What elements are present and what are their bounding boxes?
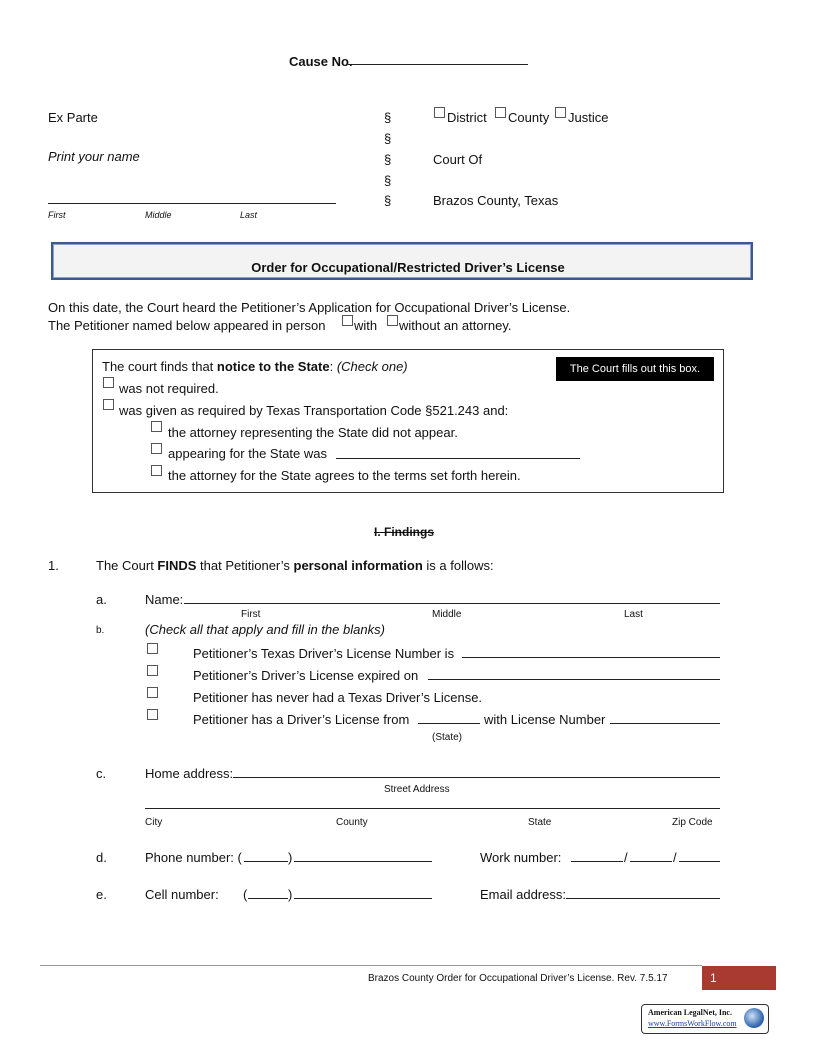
- logo-company: American LegalNet, Inc.: [648, 1008, 732, 1017]
- notice-to-state: notice to the State: [216, 359, 330, 374]
- appearing-attorney-field[interactable]: [336, 458, 580, 459]
- name-middle-caption: Middle: [145, 210, 172, 220]
- section-symbol: §: [384, 173, 392, 188]
- not-required-checkbox[interactable]: [103, 377, 114, 388]
- work-slash-2: /: [673, 850, 677, 865]
- legalnet-logo: [641, 1004, 769, 1034]
- county-caption: County: [336, 817, 368, 828]
- cause-no-label: Cause No.: [289, 54, 353, 69]
- check-one-label: (Check one): [336, 359, 408, 374]
- findings-heading: I. Findings: [374, 525, 434, 539]
- license-number-checkbox[interactable]: [147, 643, 158, 654]
- without-attorney-checkbox[interactable]: [387, 315, 398, 326]
- appearing-label: appearing for the State was: [168, 446, 327, 461]
- agrees-label: the attorney for the State agrees to the terms set forth herein.: [168, 468, 521, 483]
- phone-area-code-field[interactable]: [244, 861, 288, 862]
- license-expired-field[interactable]: [428, 679, 720, 680]
- never-had-checkbox[interactable]: [147, 687, 158, 698]
- email-field[interactable]: [566, 898, 720, 899]
- name-first-caption: First: [48, 210, 66, 220]
- item-1-number: 1.: [48, 558, 59, 573]
- other-license-number-field[interactable]: [610, 723, 720, 724]
- license-number-label: Petitioner’s Texas Driver’s License Number is: [193, 646, 455, 661]
- section-symbol: §: [384, 110, 392, 125]
- street-address-caption: Street Address: [384, 784, 450, 795]
- item-1-b: that Petitioner’s: [196, 558, 294, 573]
- cell-open-paren: (: [243, 887, 248, 902]
- phone-number-field[interactable]: [294, 861, 432, 862]
- last-caption: Last: [624, 609, 643, 620]
- license-number-field[interactable]: [462, 657, 720, 658]
- cell-area-code-field[interactable]: [248, 898, 288, 899]
- letter-a: a.: [96, 592, 107, 607]
- cell-close-paren: ): [288, 887, 293, 902]
- page-number: 1: [702, 966, 776, 990]
- given-checkbox[interactable]: [103, 399, 114, 410]
- license-expired-checkbox[interactable]: [147, 665, 158, 676]
- letter-c: c.: [96, 766, 107, 781]
- license-number-with-label: with License Number: [484, 712, 606, 727]
- district-checkbox[interactable]: [434, 107, 445, 118]
- section-symbol: §: [384, 193, 392, 208]
- zip-caption: Zip Code: [672, 817, 713, 828]
- other-license-state-field[interactable]: [418, 723, 480, 724]
- letter-b: b.: [96, 625, 105, 636]
- section-symbol: §: [384, 152, 392, 167]
- did-not-appear-label: the attorney representing the State did not appear.: [168, 425, 458, 440]
- notice-colon: :: [329, 359, 337, 374]
- without-label: without an attorney.: [399, 318, 512, 333]
- first-caption: First: [241, 609, 261, 620]
- logo-url[interactable]: www.FormsWorkFlow.com: [648, 1019, 737, 1028]
- court-fills-banner: The Court fills out this box.: [556, 357, 714, 381]
- county-state-label: Brazos County, Texas: [433, 193, 559, 208]
- item-1-text: [96, 558, 494, 573]
- license-expired-label: Petitioner’s Driver’s License expired on: [193, 668, 419, 683]
- full-name-field[interactable]: [184, 603, 720, 604]
- other-license-label: Petitioner has a Driver’s License from: [193, 712, 410, 727]
- letter-e: e.: [96, 887, 107, 902]
- with-label: with: [354, 318, 378, 333]
- notice-lead-text: The court finds that: [102, 359, 217, 374]
- state-caption: (State): [432, 732, 463, 743]
- work-number-field-2[interactable]: [630, 861, 672, 862]
- name-last-caption: Last: [240, 210, 258, 220]
- work-number-label: Work number:: [480, 850, 562, 865]
- ex-parte-label: Ex Parte: [48, 110, 98, 125]
- item-1-c: is a follows:: [422, 558, 494, 573]
- district-label: District: [447, 110, 487, 125]
- never-had-label: Petitioner has never had a Texas Driver’s License.: [193, 690, 483, 705]
- county-checkbox[interactable]: [495, 107, 506, 118]
- check-all-label: (Check all that apply and fill in the blanks): [145, 622, 385, 637]
- home-address-label: Home address:: [145, 766, 234, 781]
- cell-label: Cell number:: [145, 887, 219, 902]
- work-slash-1: /: [624, 850, 628, 865]
- petitioner-name-field[interactable]: [48, 203, 336, 204]
- city-caption: City: [145, 817, 163, 828]
- globe-icon: [744, 1008, 764, 1028]
- middle-caption: Middle: [432, 609, 462, 620]
- justice-checkbox[interactable]: [555, 107, 566, 118]
- state-column-caption: State: [528, 817, 552, 828]
- print-name-label: Print your name: [48, 149, 140, 164]
- footer-text: Brazos County Order for Occupational Driver’s License. Rev. 7.5.17: [368, 973, 668, 984]
- item-1-finds: FINDS: [157, 558, 197, 573]
- other-license-checkbox[interactable]: [147, 709, 158, 720]
- street-address-field[interactable]: [233, 777, 720, 778]
- section-symbol: §: [384, 131, 392, 146]
- county-label: County: [508, 110, 550, 125]
- city-county-state-zip-field[interactable]: [145, 808, 720, 809]
- cause-no-field[interactable]: [348, 64, 528, 65]
- justice-label: Justice: [568, 110, 609, 125]
- not-required-label: was not required.: [119, 381, 219, 396]
- given-label: was given as required by Texas Transportation Code §521.243 and:: [119, 403, 509, 418]
- intro-line-1: On this date, the Court heard the Petitioner’s Application for Occupational Driver’s License.: [48, 300, 571, 315]
- footer-divider: [40, 965, 702, 966]
- agrees-checkbox[interactable]: [151, 465, 162, 476]
- document-title: Order for Occupational/Restricted Driver’s License: [251, 260, 565, 275]
- phone-close-paren: ): [288, 850, 293, 865]
- work-number-field-3[interactable]: [679, 861, 720, 862]
- intro-line-2: [48, 318, 326, 333]
- court-of-label: Court Of: [433, 152, 483, 167]
- item-1-personal: personal information: [293, 558, 423, 573]
- letter-d: d.: [96, 850, 107, 865]
- with-attorney-checkbox[interactable]: [342, 315, 353, 326]
- work-number-field-1[interactable]: [571, 861, 623, 862]
- intro-line-2-text: The Petitioner named below appeared in person: [48, 318, 326, 333]
- appearing-checkbox[interactable]: [151, 443, 162, 454]
- phone-label: Phone number: (: [145, 850, 242, 865]
- item-1-a: The Court: [96, 558, 158, 573]
- cell-number-field[interactable]: [294, 898, 432, 899]
- did-not-appear-checkbox[interactable]: [151, 421, 162, 432]
- name-label: Name:: [145, 592, 184, 607]
- notice-lead: [102, 359, 408, 374]
- email-label: Email address:: [480, 887, 566, 902]
